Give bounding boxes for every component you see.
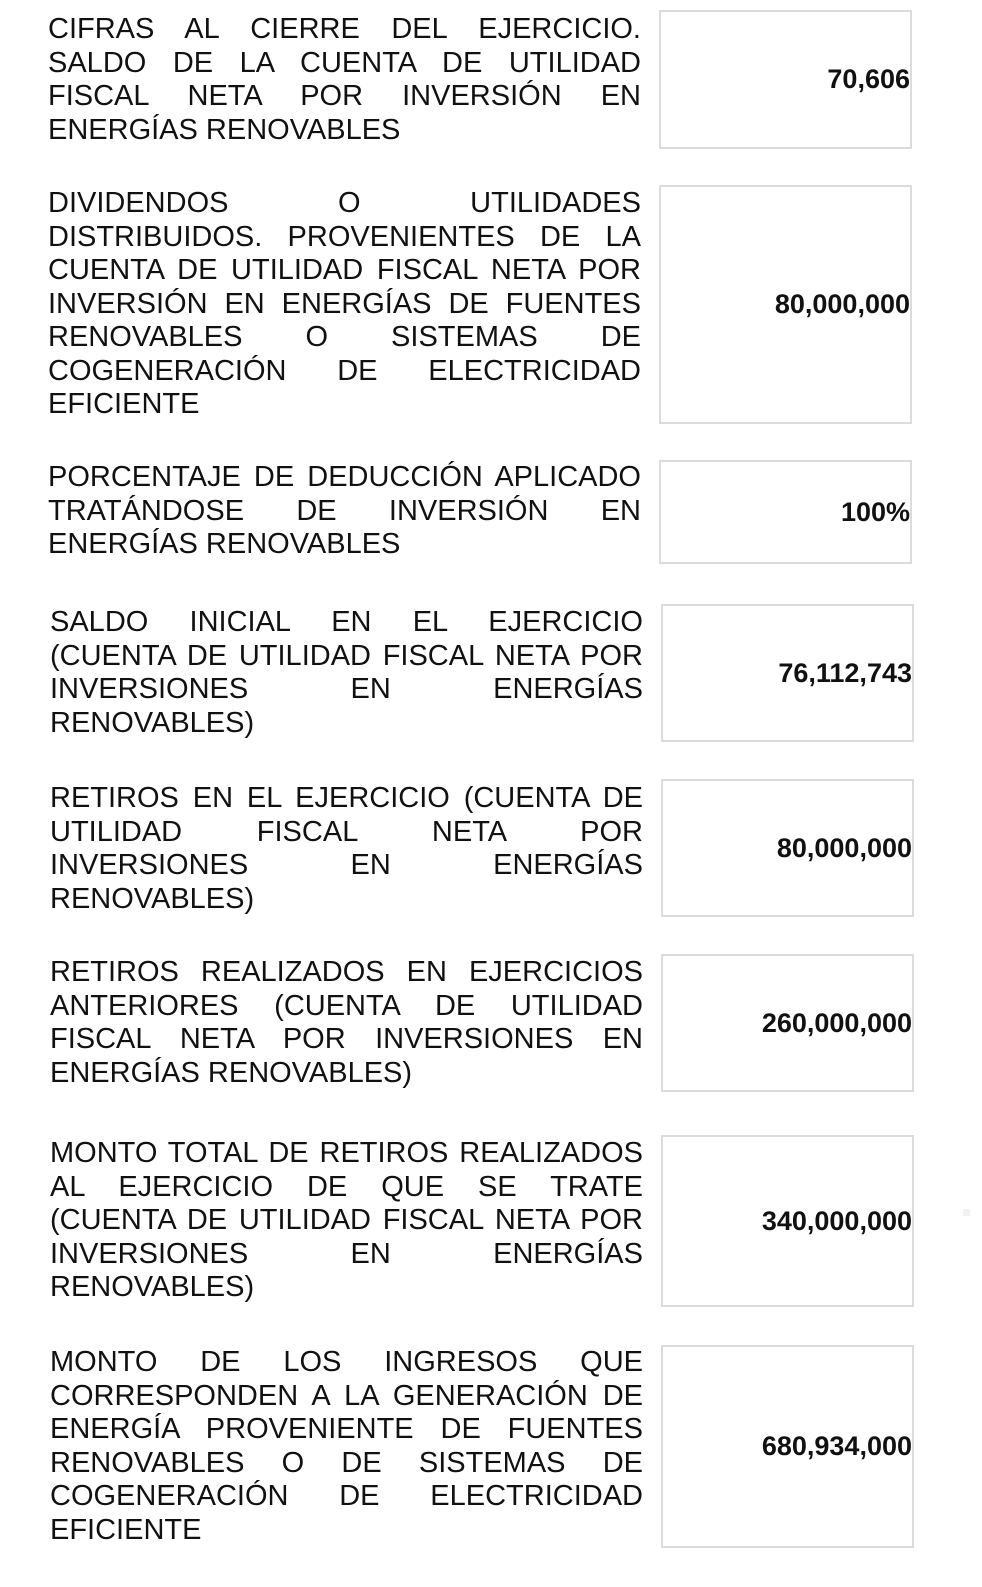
field-label-dividendos-distribuidos: DIVIDENDOS O UTILIDADES DISTRIBUIDOS. PROVENIENTES DE LA CUENTA DE UTILIDAD FISCAL NETA POR INVERSIÓN EN ENERGÍAS DE FUENTES RENOVABLES O SISTEMAS DE COGENERACIÓN DE ELECTRICIDAD EFICIENTE (48, 187, 641, 420)
field-value-box-porcentaje-deduccion[interactable] (659, 460, 912, 564)
field-label-porcentaje-deduccion: PORCENTAJE DE DEDUCCIÓN APLICADO TRATÁNDOSE DE INVERSIÓN EN ENERGÍAS RENOVABLES (48, 461, 641, 560)
field-value-box-saldo-inicial[interactable] (661, 604, 914, 742)
field-label-monto-ingresos-generacion: MONTO DE LOS INGRESOS QUE CORRESPONDEN A LA GENERACIÓN DE ENERGÍA PROVENIENTE DE FUENTES RENOVABLES O DE SISTEMAS DE COGENERACIÓN DE ELECTRICIDAD EFICIENTE (50, 1346, 643, 1546)
field-value-dividendos-distribuidos: 80,000,000 (774, 289, 910, 319)
field-label-saldo-cufin-energias-renovables: CIFRAS AL CIERRE DEL EJERCICIO. SALDO DE LA CUENTA DE UTILIDAD FISCAL NETA POR INVERSIÓN EN ENERGÍAS RENOVABLES (48, 13, 641, 146)
field-label-retiros-ejercicios-anteriores: RETIROS REALIZADOS EN EJERCICIOS ANTERIORES (CUENTA DE UTILIDAD FISCAL NETA POR INVERSIONES EN ENERGÍAS RENOVABLES) (50, 956, 643, 1089)
field-label-saldo-inicial: SALDO INICIAL EN EL EJERCICIO (CUENTA DE UTILIDAD FISCAL NETA POR INVERSIONES EN ENERGÍAS RENOVABLES) (50, 606, 643, 739)
field-label-retiros-ejercicio: RETIROS EN EL EJERCICIO (CUENTA DE UTILIDAD FISCAL NETA POR INVERSIONES EN ENERGÍAS RENOVABLES) (50, 782, 643, 915)
field-value-retiros-ejercicios-anteriores: 260,000,000 (761, 1007, 912, 1038)
field-value-porcentaje-deduccion: 100% (840, 496, 910, 527)
field-value-monto-ingresos-generacion: 680,934,000 (761, 1431, 912, 1461)
field-value-retiros-ejercicio: 80,000,000 (776, 832, 912, 863)
field-value-box-monto-ingresos-generacion[interactable] (661, 1345, 914, 1548)
field-value-saldo-inicial: 76,112,743 (778, 657, 912, 688)
field-label-monto-total-retiros: MONTO TOTAL DE RETIROS REALIZADOS AL EJERCICIO DE QUE SE TRATE (CUENTA DE UTILIDAD FISCAL NETA POR INVERSIONES EN ENERGÍAS RENOVABLES) (50, 1137, 643, 1303)
field-value-monto-total-retiros: 340,000,000 (761, 1205, 912, 1236)
field-value-box-saldo-cufin-energias-renovables[interactable] (659, 10, 912, 149)
scan-artifact (963, 1209, 970, 1216)
field-value-box-dividendos-distribuidos[interactable] (659, 185, 912, 424)
field-value-saldo-cufin-energias-renovables: 70,606 (827, 64, 910, 94)
field-value-box-retiros-ejercicio[interactable] (661, 779, 914, 917)
field-value-box-retiros-ejercicios-anteriores[interactable] (661, 954, 914, 1092)
field-value-box-monto-total-retiros[interactable] (661, 1135, 914, 1307)
